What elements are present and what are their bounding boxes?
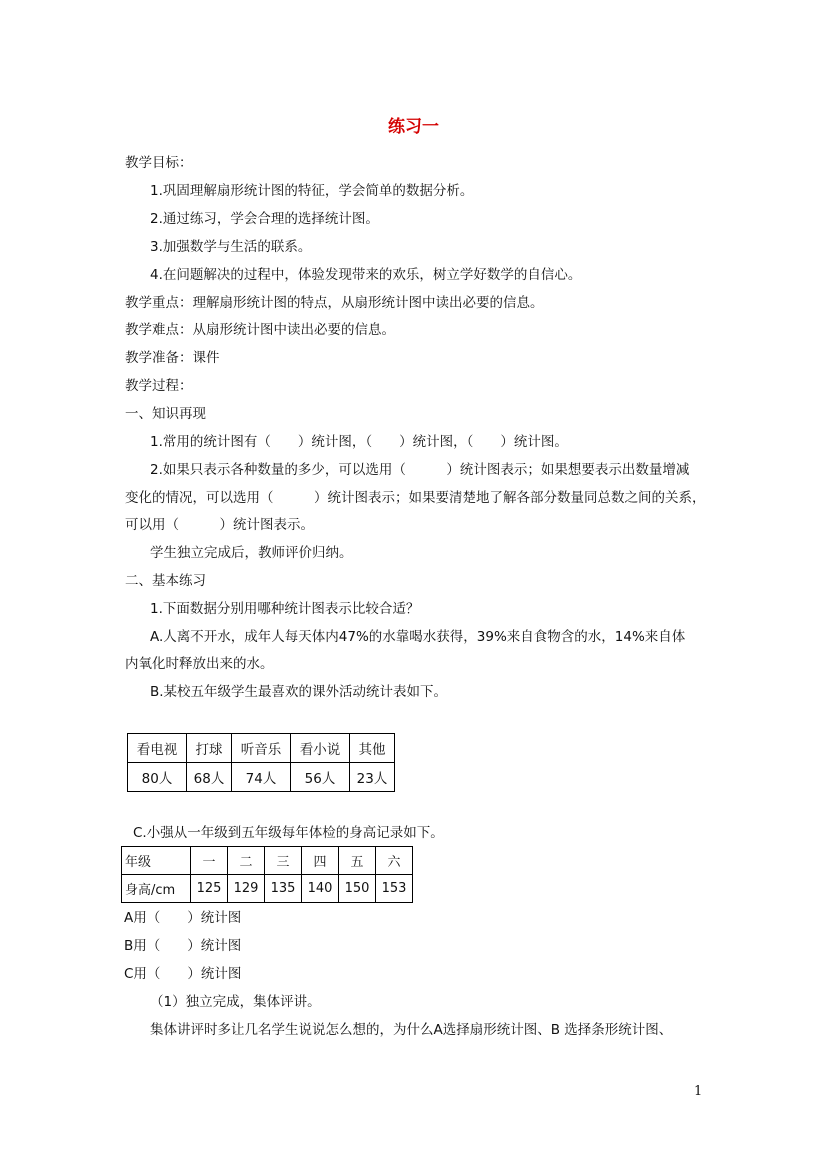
text-line: 2.通过练习，学会合理的选择统计图。 [150,211,379,227]
table-cell: 23人 [350,763,395,792]
table-cell: 80人 [128,763,187,792]
text-line: B.某校五年级学生最喜欢的课外活动统计表如下。 [150,684,448,700]
section-heading: 二、基本练习 [125,573,206,589]
activity-table [127,733,395,792]
table-header-cell: 年级 [122,847,191,875]
text-line: 2.如果只表示各种数量的多少，可以选用（ ）统计图表示；如果想要表示出数量增减 [150,462,690,478]
table-cell: 135 [265,875,302,903]
text-line: C用（ ）统计图 [124,966,242,982]
table-header-cell: 六 [376,847,413,875]
text-line: 4.在问题解决的过程中，体验发现带来的欢乐，树立学好数学的自信心。 [150,267,582,283]
table-row [128,763,395,792]
text-line: 变化的情况，可以选用（ ）统计图表示；如果要清楚地了解各部分数量同总数之间的关系， [125,490,706,506]
text-line: 可以用（ ）统计图表示。 [125,517,314,533]
table-row [128,734,395,763]
text-line: 集体讲评时多让几名学生说说怎么想的，为什么A选择扇形统计图、B 选择条形统计图、 [150,1022,673,1038]
text-line: 教学准备：课件 [125,350,220,366]
table-header-cell: 打球 [187,734,232,763]
height-table [121,846,413,903]
text-line: B用（ ）统计图 [124,938,242,954]
text-line: 1.下面数据分别用哪种统计图表示比较合适？ [150,601,420,617]
table-cell: 140 [302,875,339,903]
text-line: A.人离不开水，成年人每天体内47%的水靠喝水获得，39%来自食物含的水，14%来自体 [150,629,686,645]
text-line: 教学重点：理解扇形统计图的特点，从扇形统计图中读出必要的信息。 [125,295,544,311]
table-cell: 68人 [187,763,232,792]
table-cell: 153 [376,875,413,903]
table-header-cell: 三 [265,847,302,875]
table-header-cell: 二 [228,847,265,875]
text-line: （1）独立完成，集体评讲。 [150,994,321,1010]
page-title: 练习一 [388,117,439,137]
table-cell: 身高/cm [122,875,191,903]
section-heading: 一、知识再现 [125,406,206,422]
text-line: 教学难点：从扇形统计图中读出必要的信息。 [125,322,395,338]
text-line: A用（ ）统计图 [124,910,242,926]
text-line: 1.巩固理解扇形统计图的特征，学会简单的数据分析。 [150,183,474,199]
text-line: 内氧化时释放出来的水。 [125,656,274,672]
table-header-cell: 一 [191,847,228,875]
text-line: 教学过程： [125,378,193,394]
table-header-cell: 五 [339,847,376,875]
table-header-cell: 看电视 [128,734,187,763]
table-cell: 56人 [291,763,350,792]
text-line: 教学目标： [125,155,193,171]
table-row [122,847,413,875]
page-number: 1 [694,1084,703,1099]
text-line: 学生独立完成后，教师评价归纳。 [150,545,353,561]
table-header-cell: 其他 [350,734,395,763]
table-cell: 74人 [232,763,291,792]
table-cell: 125 [191,875,228,903]
text-line: C.小强从一年级到五年级每年体检的身高记录如下。 [133,825,444,841]
table-header-cell: 四 [302,847,339,875]
table-header-cell: 看小说 [291,734,350,763]
table-cell: 129 [228,875,265,903]
text-line: 1.常用的统计图有（ ）统计图，（ ）统计图，（ ）统计图。 [150,434,568,450]
table-header-cell: 听音乐 [232,734,291,763]
table-row [122,875,413,903]
table-cell: 150 [339,875,376,903]
text-line: 3.加强数学与生活的联系。 [150,239,312,255]
